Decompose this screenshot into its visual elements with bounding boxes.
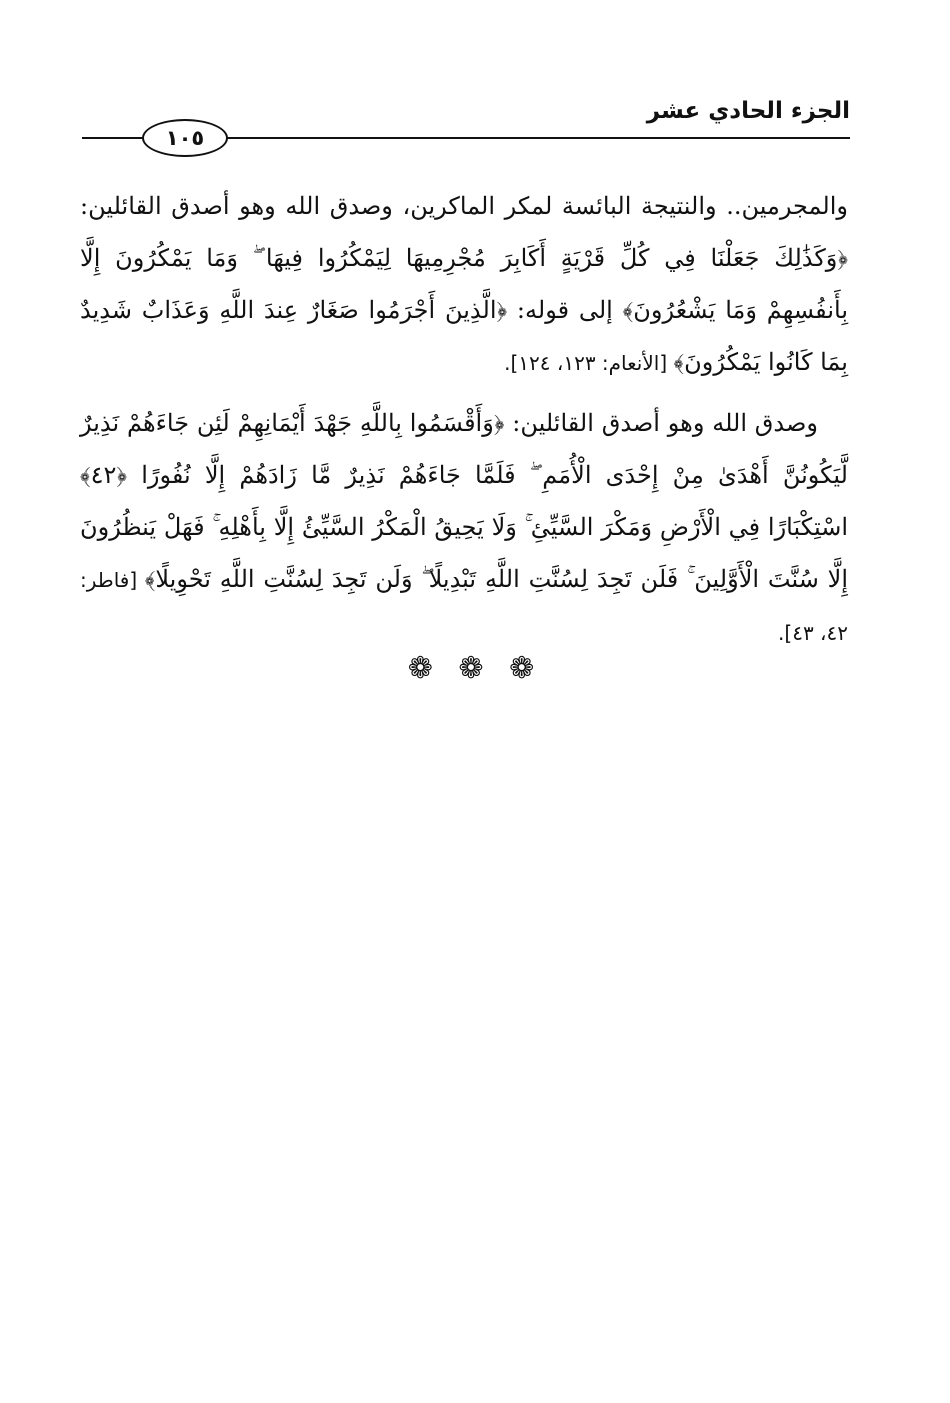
page-number: ١٠٥ bbox=[142, 119, 228, 157]
paragraph-1-intro: والمجرمين.. والنتيجة البائسة لمكر الماكرين، وصدق الله وهو أصدق القائلين: bbox=[80, 192, 848, 220]
reference-anam: [الأنعام: ١٢٣، ١٢٤]. bbox=[504, 351, 674, 375]
quran-verse-anam-124: ﴿الَّذِينَ أَجْرَمُوا صَغَارٌ عِندَ اللَّهِ وَعَذَابٌ شَدِيدٌ بِمَا كَانُوا يَمْكُرُونَ﴾ bbox=[80, 296, 848, 376]
paragraph-1-middle: إلى قوله: bbox=[507, 296, 623, 324]
paragraph-2-intro: وصدق الله وهو أصدق القائلين: bbox=[504, 409, 818, 437]
quran-verse-fatir: ﴿وَأَقْسَمُوا بِاللَّهِ جَهْدَ أَيْمَانِهِمْ لَئِن جَاءَهُمْ نَذِيرٌ لَّيَكُونُنَّ أَهْدَىٰ مِنْ إِحْدَى الْأُمَمِ ۖ فَلَمَّا جَاءَهُمْ نَذِيرٌ مَّا زَادَهُمْ إِلَّا نُفُورًا ﴿٤٢﴾ اسْتِكْبَارًا فِي الْأَرْضِ وَمَكْرَ السَّيِّئِ ۚ وَلَا يَحِيقُ الْمَكْرُ السَّيِّئُ إِلَّا بِأَهْلِهِ ۚ فَهَلْ يَنظُرُونَ إِلَّا سُنَّتَ الْأَوَّلِينَ ۚ فَلَن تَجِدَ لِسُنَّتِ اللَّهِ تَبْدِيلًا ۖ وَلَن تَجِدَ لِسُنَّتِ اللَّهِ تَحْوِيلًا﴾ bbox=[80, 409, 848, 593]
quran-verse-anam-123: ﴿وَكَذَٰلِكَ جَعَلْنَا فِي كُلِّ قَرْيَةٍ أَكَابِرَ مُجْرِمِيهَا لِيَمْكُرُوا فِيهَا ۖ وَمَا يَمْكُرُونَ إِلَّا بِأَنفُسِهِمْ وَمَا يَشْعُرُونَ﴾ bbox=[80, 244, 848, 324]
chapter-title: الجزء الحادي عشر bbox=[646, 98, 850, 124]
section-end-ornament-icon: ❁ ❁ ❁ bbox=[407, 651, 543, 686]
body-text bbox=[80, 180, 848, 659]
paragraph-1 bbox=[80, 180, 848, 389]
reference-fatir: [فاطر: ٤٢، ٤٣]. bbox=[80, 568, 848, 645]
paragraph-2 bbox=[80, 397, 848, 659]
